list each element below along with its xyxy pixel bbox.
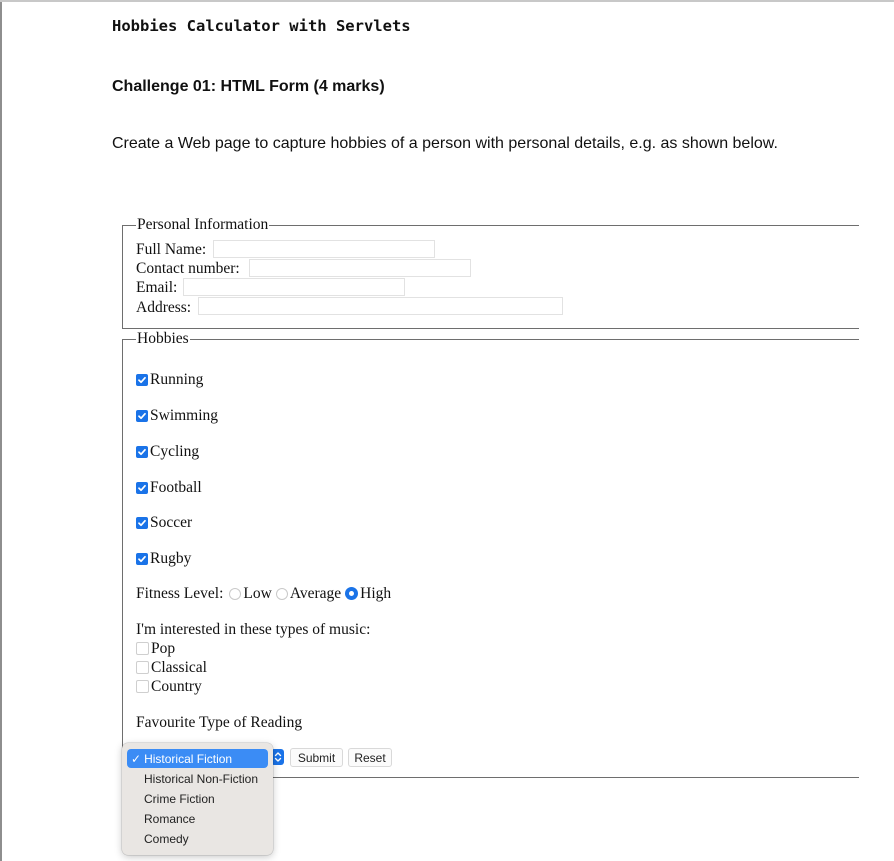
hobby-label: Soccer	[150, 514, 193, 531]
music-option-country[interactable]	[136, 677, 202, 696]
music-label: I'm interested in these types of music:	[136, 621, 371, 638]
challenge-heading: Challenge 01: HTML Form (4 marks)	[112, 78, 385, 95]
reading-option-comedy[interactable]: Comedy	[144, 831, 189, 846]
fieldset-left-border	[122, 225, 123, 329]
contact-number-label: Contact number:	[136, 260, 240, 277]
radio-unselected-icon[interactable]	[276, 588, 288, 600]
hobbies-legend: Hobbies	[137, 330, 189, 347]
submit-button[interactable]: Submit	[290, 748, 343, 767]
fitness-option-high: High	[360, 585, 392, 602]
contact-number-input[interactable]	[249, 259, 471, 277]
checkbox-checked-icon[interactable]	[136, 410, 148, 422]
personal-info-legend: Personal Information	[137, 216, 269, 233]
hobbies-left-border	[122, 339, 123, 777]
fitness-level-row	[136, 584, 391, 603]
music-option-label: Classical	[151, 659, 207, 676]
hobby-swimming[interactable]	[136, 406, 218, 425]
reading-option-historical-non-fiction[interactable]: Historical Non-Fiction	[144, 771, 259, 786]
email-input[interactable]	[183, 278, 405, 296]
hobby-running[interactable]	[136, 370, 203, 389]
checkbox-checked-icon[interactable]	[136, 517, 148, 529]
music-option-label: Country	[151, 678, 202, 695]
intro-text: Create a Web page to capture hobbies of a person with personal details, e.g. as shown below.	[112, 135, 778, 152]
hobby-soccer[interactable]	[136, 513, 192, 532]
hobby-rugby[interactable]	[136, 549, 191, 568]
full-name-input[interactable]	[213, 240, 435, 258]
reset-button[interactable]: Reset	[348, 748, 392, 767]
address-label: Address:	[136, 299, 192, 316]
reading-label: Favourite Type of Reading	[136, 714, 303, 731]
checkbox-checked-icon[interactable]	[136, 374, 148, 386]
hobby-football[interactable]	[136, 478, 202, 497]
email-label: Email:	[136, 279, 178, 296]
music-option-classical[interactable]	[136, 658, 207, 677]
checkbox-unchecked-icon[interactable]	[136, 661, 149, 674]
hobby-cycling[interactable]	[136, 442, 199, 461]
music-option-label: Pop	[151, 640, 176, 657]
radio-selected-icon[interactable]	[345, 587, 358, 600]
hobbies-top-border	[122, 339, 859, 340]
full-name-label: Full Name:	[136, 241, 207, 258]
fieldset-bottom-border	[122, 328, 859, 329]
document-title: Hobbies Calculator with Servlets	[112, 17, 411, 35]
checkbox-checked-icon[interactable]	[136, 482, 148, 494]
hobby-label: Football	[150, 479, 202, 496]
hobby-label: Swimming	[150, 407, 219, 424]
reading-select-dropdown	[122, 743, 273, 855]
address-input[interactable]	[198, 297, 563, 315]
hobby-label: Running	[150, 371, 204, 388]
reading-option-historical-fiction[interactable]	[127, 749, 268, 768]
music-option-pop[interactable]	[136, 639, 175, 658]
fitness-level-label: Fitness Level:	[136, 585, 224, 602]
checkbox-checked-icon[interactable]	[136, 446, 148, 458]
checkbox-unchecked-icon[interactable]	[136, 642, 149, 655]
hobby-label: Cycling	[150, 443, 200, 460]
page-left-edge	[0, 0, 2, 861]
reading-option-crime-fiction[interactable]: Crime Fiction	[144, 791, 215, 806]
checkmark-icon: ✓	[131, 751, 142, 766]
page-top-edge	[0, 0, 894, 2]
reading-option-label: Historical Fiction	[144, 751, 233, 766]
radio-unselected-icon[interactable]	[229, 588, 241, 600]
fitness-option-low: Low	[243, 585, 272, 602]
fitness-option-average: Average	[289, 585, 342, 602]
checkbox-checked-icon[interactable]	[136, 553, 148, 565]
reading-option-romance[interactable]: Romance	[144, 811, 196, 826]
checkbox-unchecked-icon[interactable]	[136, 680, 149, 693]
hobby-label: Rugby	[150, 550, 192, 567]
